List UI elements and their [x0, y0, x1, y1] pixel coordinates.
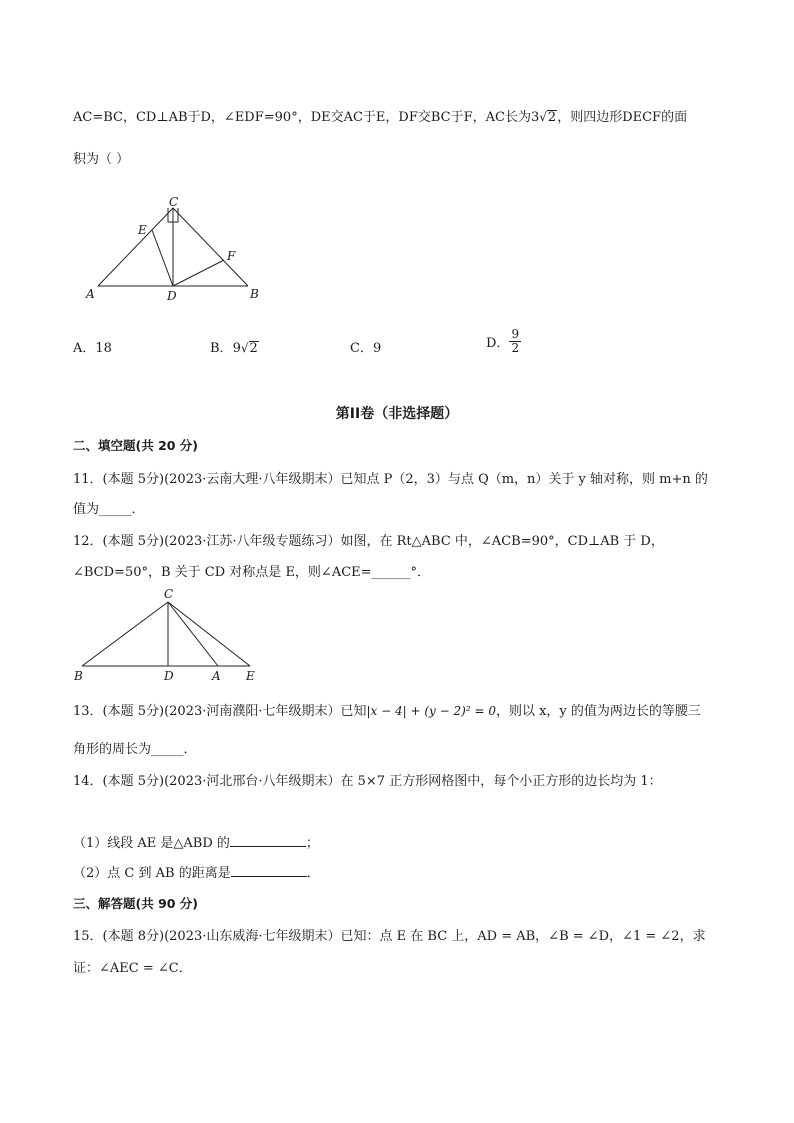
q13-text-post: ，则以 x，y 的值为两边长的等腰三 — [495, 704, 701, 719]
q10-option-a: A．18 — [73, 341, 112, 356]
q13-line2: 角形的周长为_____． — [73, 742, 197, 757]
q10-option-d — [486, 328, 521, 355]
section3-heading: 三、解答题(共 90 分) — [73, 896, 199, 911]
q13-equation: |x − 4| + (y − 2)² = 0 — [366, 704, 496, 718]
q14-sub1-end: ； — [305, 836, 319, 851]
q10-label-F: F — [227, 249, 236, 263]
q10-text-pre: AC=BC，CD⊥AB于D，∠EDF=90°，DE交AC于E，DF交BC于F，AC长为 — [73, 110, 531, 125]
q10-sqrt-coef: 3 — [530, 110, 540, 125]
section2-heading: 二、填空题(共 20 分) — [73, 438, 199, 453]
q10-label-C: C — [169, 195, 179, 209]
q12-seg-CE — [168, 602, 250, 666]
q10-seg-AC — [98, 208, 173, 286]
q14-sub2-end: ． — [306, 866, 320, 881]
q13-line1 — [73, 700, 701, 719]
q10-line1 — [73, 106, 687, 125]
q10-option-b-coef: 9 — [232, 341, 241, 356]
q10-label-B: B — [250, 287, 259, 301]
q12-label-C: C — [164, 587, 174, 601]
q14-sub1-blank[interactable] — [230, 833, 306, 847]
q10-option-b-rad: 2 — [249, 341, 258, 356]
q12-label-E: E — [246, 669, 255, 683]
q10-figure — [80, 194, 270, 306]
q12-line1: 12．(本题 5分)(2023·江苏·八年级专题练习）如图，在 Rt△ABC 中，∠ACB=90°，CD⊥AB 于 D， — [73, 534, 664, 549]
q11-line1: 11．(本题 5分)(2023·云南大理·八年级期末）已知点 P（2，3）与点 Q（m，n）关于 y 轴对称，则 m+n 的 — [73, 472, 708, 487]
q10-line2: 积为（ ） — [73, 152, 130, 167]
q10-sqrt-rad: 2 — [547, 110, 557, 125]
q10-option-c: C．9 — [350, 341, 382, 356]
q10-option-d-num: 9 — [511, 327, 520, 341]
q12-label-A: A — [212, 669, 221, 683]
q10-seg-BC — [173, 208, 248, 286]
q14-sub2 — [73, 862, 320, 881]
q10-seg-DF — [173, 260, 224, 286]
q12-seg-BC — [82, 602, 168, 666]
q14-sub2-blank[interactable] — [231, 863, 307, 877]
q14-line1: 14．(本题 5分)(2023·河北邢台·八年级期末）在 5×7 正方形网格图中，每个小正方形的边长均为 1： — [73, 774, 662, 789]
q10-sqrt: 3√2 — [530, 110, 557, 125]
q13-text-pre: 13．(本题 5分)(2023·河南濮阳·七年级期末）已知 — [73, 704, 367, 719]
q14-sub2-text: （2）点 C 到 AB 的距离是 — [73, 866, 231, 881]
q14-sub1 — [73, 832, 319, 851]
q10-label-E: E — [138, 223, 147, 237]
q10-option-b-prefix: B． — [210, 341, 233, 356]
q10-option-b: B．9√2 — [210, 341, 258, 356]
q12-seg-CA — [168, 602, 218, 666]
part2-title: 第II卷（非选择题） — [335, 406, 459, 422]
q10-option-d-den: 2 — [511, 341, 520, 356]
q14-sub1-text: （1）线段 AE 是△ABD 的 — [73, 836, 230, 851]
q12-figure — [70, 586, 270, 686]
q10-seg-DE — [152, 230, 173, 286]
q12-line2: ∠BCD=50°，B 关于 CD 对称点是 E，则∠ACE=______°． — [73, 565, 431, 580]
q10-label-A: A — [86, 287, 95, 301]
q12-label-D: D — [164, 669, 174, 683]
q11-line2: 值为_____． — [73, 502, 145, 517]
q12-label-B: B — [74, 669, 83, 683]
q10-text-post: ，则四边形DECF的面 — [557, 110, 688, 125]
q10-label-D: D — [167, 289, 177, 303]
q15-line2: 证：∠AEC = ∠C． — [73, 961, 192, 976]
q15-line1: 15．(本题 8分)(2023·山东威海·七年级期末）已知：点 E 在 BC 上，AD = AB，∠B = ∠D，∠1 = ∠2，求 — [73, 929, 706, 944]
q10-option-d-fraction — [509, 328, 521, 355]
q10-option-d-prefix: D． — [486, 336, 510, 352]
